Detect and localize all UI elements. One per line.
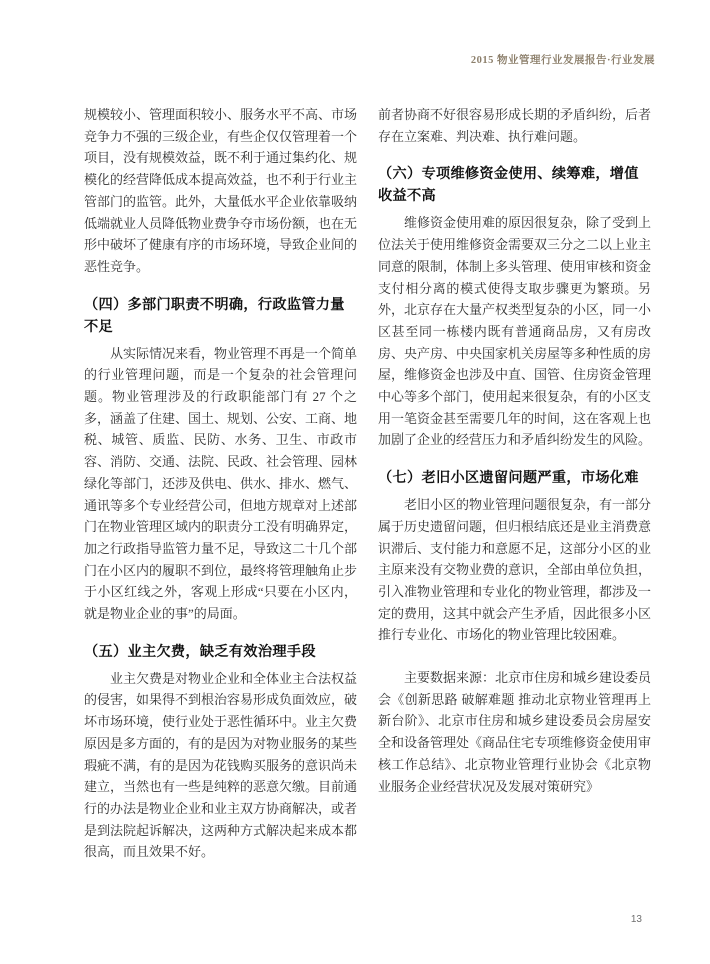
body-paragraph: 主要数据来源：北京市住房和城乡建设委员会《创新思路 破解难题 推动北京物业管理再上新台阶》、北京市住房和城乡建设委员会房屋安全和设备管理处《商品住宅专项维修资金使用审核工作总结》、北京物业管理行业协会《北京物业服务企业经营状况及发展对策研究》 (378, 670, 652, 794)
body-paragraph: 规模较小、管理面积较小、服务水平不高、市场竞争力不强的三级企业，有些企仅仅管理着一个项目，没有规模效益，既不利于通过集约化、规模化的经营降低成本提高效益，也不利于行业主管部门的监管。此外，大量低水平企业依靠吸纳低端就业人员降低物业费争夺市场份额，也在无形中破坏了健康有序的市场环境，导致企业间的恶性竞争。 (84, 107, 358, 274)
section-heading: （六）专项维修资金使用、续筹难，增值收益不高 (378, 166, 639, 205)
body-paragraph: 前者协商不好很容易形成长期的矛盾纠纷，后者存在立案难、判决难、执行难问题。 (378, 107, 652, 144)
body-paragraph: 从实际情况来看，物业管理不再是一个简单的行业管理问题，而是一个复杂的社会管理问题。物业管理涉及的行政职能部门有 27 个之多，涵盖了住建、国土、规划、公安、工商、地税、城管、质监、民防、水务、卫生、市政市容、消防、交通、法院、民政、社会管理、园林绿化等部门，还涉及供电、供水、排水、燃气、通讯等多个专业经营公司，但地方规章对上述部门在物业管理区域内的职责分工没有明确界定，加之行政指导监管力量不足，导致这二十几个部门在小区内的履职不到位，最终将管理触角止步于小区红线之外，客观上形成“只要在小区内，就是物业企业的事”的局面。 (84, 345, 358, 622)
section-heading: （七）老旧小区遗留问题严重，市场化难 (378, 470, 639, 487)
section-heading: （四）多部门职责不明确，行政监管力量不足 (84, 296, 345, 335)
page-number: 13 (630, 914, 642, 925)
body-paragraph: 业主欠费是对物业企业和全体业主合法权益的侵害，如果得不到根治容易形成负面效应，破坏市场环境，使行业处于恶性循环中。业主欠费原因是多方面的，有的是因为对物业服务的某些瑕疵不满，有的是因为花钱购买服务的意识尚未建立，当然也有一些是纯粹的恶意欠缴。目前通行的办法是物业企业和业主双方协商解决，或者是到法院起诉解决，这两种方式解决起来成本都很高，而且效果不好。 (84, 670, 358, 860)
report-header: 2015 物业管理行业发展报告·行业发展 (470, 55, 655, 66)
section-heading: （五）业主欠费，缺乏有效治理手段 (84, 643, 316, 660)
right-column (378, 104, 651, 863)
body-paragraph: 老旧小区的物业管理问题很复杂，有一部分属于历史遗留问题，但归根结底还是业主消费意识滞后、支付能力和意愿不足，这部分小区的业主原来没有交物业费的意识，全部由单位负担，引入准物业管理和专业化的物业管理，都涉及一定的费用，这其中就会产生矛盾，因此很多小区推行专业化、市场化的物业管理比较困难。 (378, 497, 652, 643)
left-column (84, 104, 357, 863)
body-paragraph: 维修资金使用难的原因很复杂，除了受到上位法关于使用维修资金需要双三分之二以上业主同意的限制，体制上多头管理、使用审核和资金支付相分离的模式使得支取步骤更为繁琐。另外，北京存在大量产权类型复杂的小区，同一小区甚至同一栋楼内既有普通商品房，又有房改房、央产房、中央国家机关房屋等多种性质的房屋，维修资金也涉及中直、国管、住房资金管理中心等多个部门，使用起来很复杂，有的小区支用一笔资金甚至需要几年的时间，这在客观上也加剧了企业的经营压力和矛盾纠纷发生的风险。 (378, 215, 652, 448)
text-columns (84, 104, 651, 863)
